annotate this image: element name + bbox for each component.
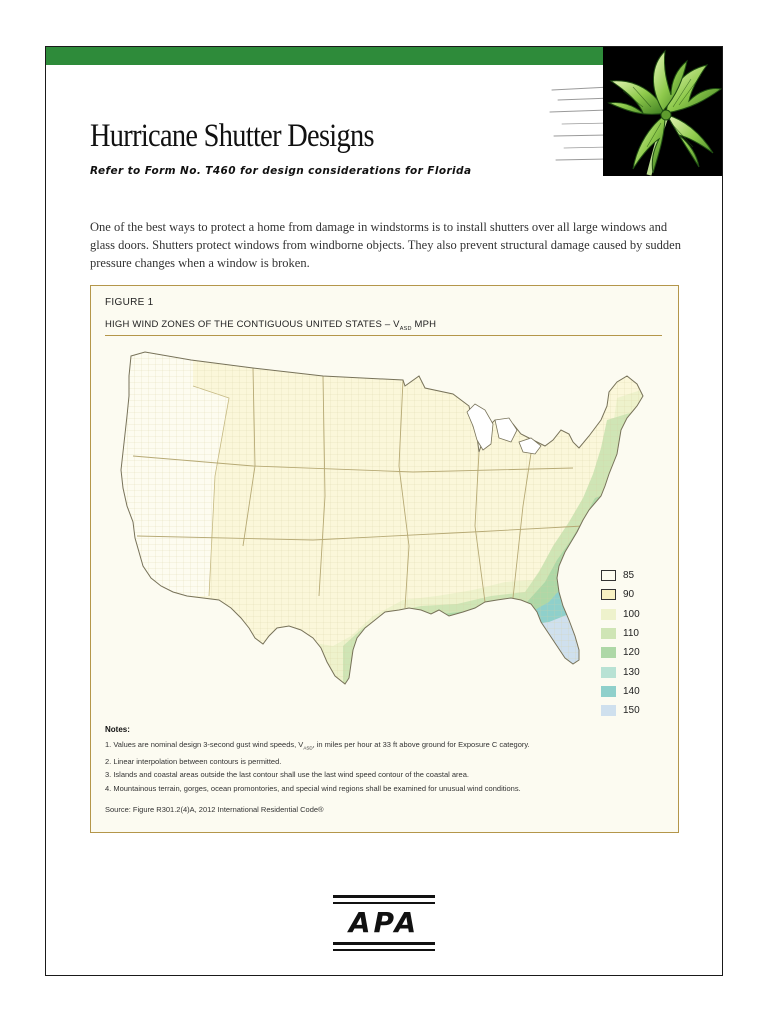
notes-list <box>105 738 665 796</box>
legend-item <box>601 605 671 624</box>
legend-label: 140 <box>623 685 640 697</box>
header-accent-bar <box>46 47 604 65</box>
wind-zone-figure <box>90 285 679 833</box>
legend-label: 130 <box>623 666 640 678</box>
legend-swatch <box>601 570 616 581</box>
intro-paragraph: One of the best ways to protect a home from damage in windstorms is to install shutters over all large windows and glass doors. Shutters protect windows from windborne objects. They also prevent structural damage caused by sudden pressure changes when a window is broken. <box>90 220 681 270</box>
legend-swatch <box>601 609 616 620</box>
figure-title-unit: MPH <box>411 319 437 330</box>
note-item: 2. Linear interpolation between contours is permitted. <box>105 756 282 766</box>
legend-label: 150 <box>623 705 640 717</box>
note-item: 3. Islands and coastal areas outside the last contour shall use the last wind speed contour of the coastal area. <box>105 770 469 779</box>
legend-swatch <box>601 647 616 658</box>
page-title: Hurricane Shutter Designs <box>90 118 374 154</box>
legend-item <box>601 662 671 681</box>
notes-heading: Notes: <box>105 725 130 734</box>
figure-title <box>105 319 662 336</box>
legend-label: 85 <box>623 570 635 582</box>
palm-tree-icon <box>603 47 722 176</box>
legend-item <box>601 585 671 604</box>
palm-tree-logo <box>603 47 722 176</box>
logo-rule <box>333 902 435 904</box>
note-text: , in miles per hour at 33 ft above ground for Exposure C category. <box>312 739 530 749</box>
figure-title-subscript: ASD <box>399 325 412 332</box>
logo-rule <box>333 942 435 945</box>
note-item <box>105 738 665 755</box>
map-legend <box>601 566 671 720</box>
note-subscript: ASD <box>303 745 313 750</box>
logo-text: APA <box>348 906 420 939</box>
note-item: 4. Mountainous terrain, gorges, ocean promontories, and special wind regions shall be examined for unusual wind conditions. <box>105 783 521 793</box>
note-text: 1. Values are nominal design 3-second gust wind speeds, V <box>105 739 304 749</box>
legend-label: 110 <box>623 628 639 640</box>
legend-label: 90 <box>623 589 635 601</box>
us-wind-zone-map <box>113 346 661 706</box>
figure-notes <box>105 723 665 795</box>
legend-swatch <box>601 667 616 678</box>
legend-item <box>601 701 671 720</box>
legend-item <box>601 624 671 643</box>
legend-label: 100 <box>623 608 640 620</box>
page-subtitle: Refer to Form No. T460 for design considerations for Florida <box>90 165 472 177</box>
legend-swatch <box>601 589 616 600</box>
apa-logo <box>333 895 435 954</box>
logo-rule <box>333 949 435 951</box>
figure-source: Source: Figure R301.2(4)A, 2012 International Residential Code® <box>105 805 324 814</box>
legend-label: 120 <box>623 647 640 659</box>
legend-item <box>601 566 671 585</box>
legend-swatch <box>601 628 616 639</box>
logo-rule <box>333 895 435 898</box>
legend-item <box>601 682 671 701</box>
figure-title-main: HIGH WIND ZONES OF THE CONTIGUOUS UNITED STATES – V <box>105 319 400 330</box>
legend-item <box>601 643 671 662</box>
legend-swatch <box>601 686 616 697</box>
legend-swatch <box>601 705 616 716</box>
figure-number: FIGURE 1 <box>105 297 154 308</box>
